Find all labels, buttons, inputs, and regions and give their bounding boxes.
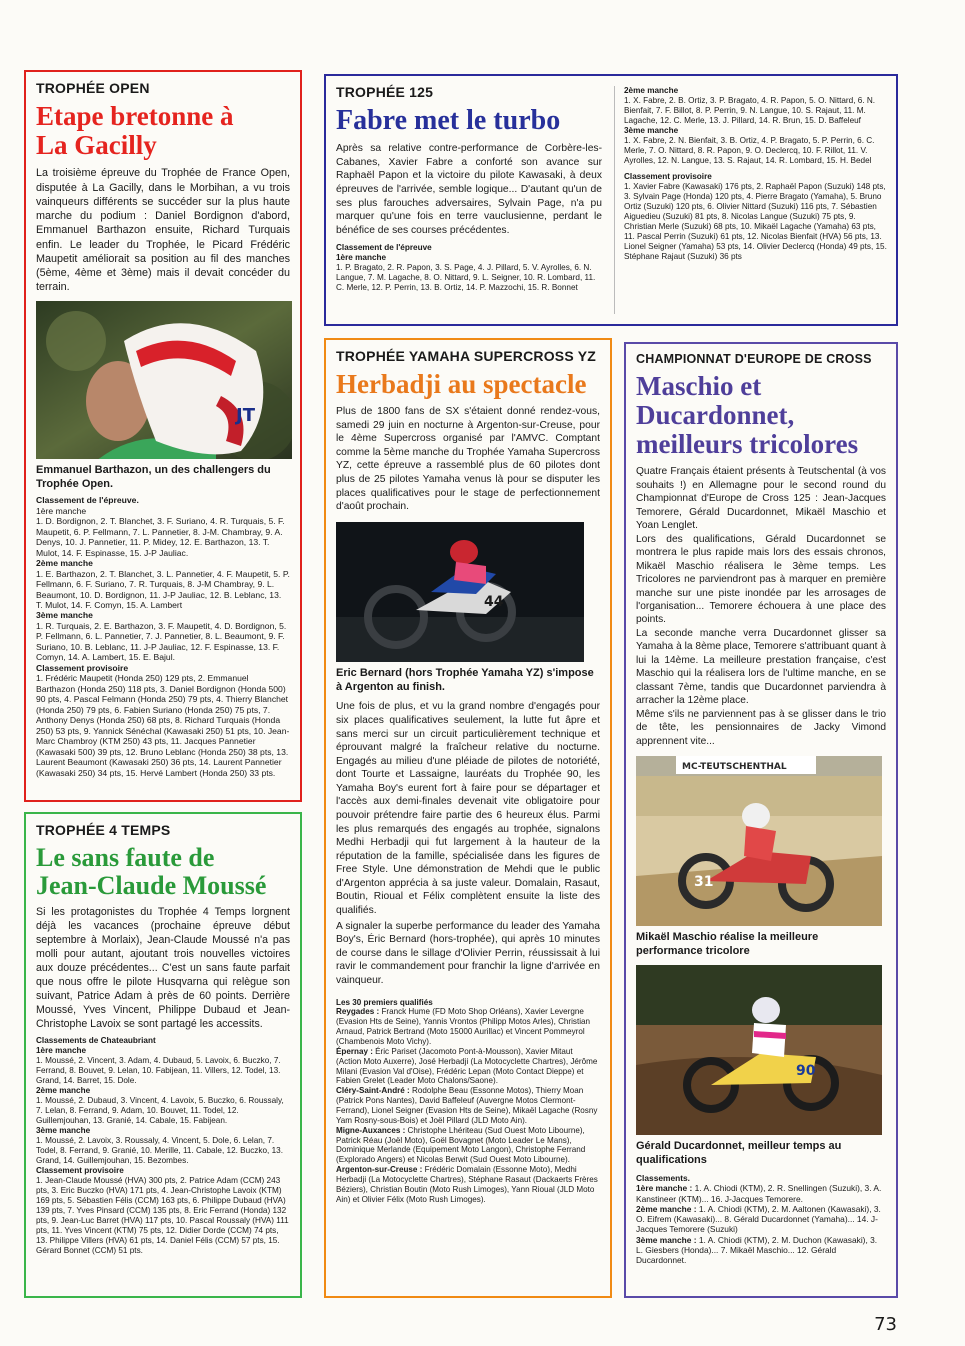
venue-label: Épernay : <box>336 1046 373 1056</box>
kicker: TROPHÉE 125 <box>336 84 434 100</box>
qualified-reygades <box>336 1007 600 1046</box>
m2-results: 1. Moussé, 2. Dubaud, 3. Vincent, 4. Lavoix, 5. Buczko, 6. Roussaly, 7. Lelan, 8. Ferrand, 9. Adam, 10. Bouvet, 11. Todel, 12. Guillemjouhan, 13. Granié, 14. Cabale, 15. Fabijean. <box>36 1095 284 1125</box>
lead-paragraph-3: La seconde manche verra Ducardonnet glisser sa Yamaha à la 8ème place, Temorere s'attribuant quant à lui la 14ème. La meilleure prestation française, c'est Maschio qui la réalisera lors de l'ultime manche, en se classant 7ème, tandis que Ducardonnet parviendra à arracher la 12ème place. <box>636 627 886 707</box>
m2-label: 2ème manche : <box>636 1203 697 1214</box>
results <box>636 1173 886 1265</box>
m1-label: 1ère manche <box>336 253 387 263</box>
t125-divider <box>614 86 615 314</box>
m3-label: 3ème manche <box>36 1125 91 1135</box>
rider-photo <box>36 301 292 459</box>
m3-label: 3ème manche : <box>636 1234 697 1245</box>
body-paragraph-1: Une fois de plus, et vu la grand nombre d'engagés pour six places qualificatives seulement, la lutte fut âpre et sans merci sur un circuit particulièrement technique et éprouvant malgré la fraîcheur relative du nocturne. Engagés au milieu d'une pléiade de pilotes de notoriété, dont Tourte et Lassaigne, lauréats du Trophée 90, les Yamaha Boy's eurent fort à faire pour se départager et l'accès aux demi-finales devenait vite obligatoire pour pouvoir prétendre faire partie des 6 heureux élus. Parmi les plus remarqués des engagés au trophée, signalons Medhi Herbadji qui fut largement à la hauteur de la réputation de la famille, spécialisée dans les figures de Free Style. Une démonstration de Mehdi que le public d'Argenton apprécia à sa juste valeur. Domalain, Rasaut, Boutin, Rioual et Félix complètent ensuite la liste des qualifiés. <box>336 701 600 917</box>
qualified-migne <box>336 1126 600 1165</box>
lead-paragraph-1: Quatre Français étaient présents à Teutschental (à vos souhaits !) en Allemagne pour le second round du Championnat d'Europe de Cross 125 : Jean-Jacques Temorere, Gérald Ducardonnet, Mikaël Maschio et Yoan Lenglet. <box>636 466 886 532</box>
provisional-results: 1. Frédéric Maupetit (Honda 250) 129 pts, 2. Emmanuel Barthazon (Honda 250) 118 pts, 3. Daniel Bordignon (Honda 500) 90 pts, 4. Pascal Felmann (Honda 250) 79 pts, 4. Thierry Blanchet (Honda 250) 79 pts, 6. Fabien Suriano (Honda 250) 75 pts, 7. Anthony Denys (Honda 250) 68 pts, 8. Richard Turquais (Honda 250) 53 pts, 9. Yannick Sénéchal (Kawasaki 250) 51 pts, 10. Jean-Marc Chambroy (KTM 250) 43 pts, 11. Jacques Pannetier (Kawasaki 500) 39 pts, 12. Bruno Leblanc (Honda 250) 38 pts, 13. Laurent Beaumont (Kawasaki 250) 36 pts, 14. Laurent Pannetier (Kawasaki 250) 34 pts, 15. Hervé Lambert (Honda 250) 33 pts. <box>36 673 290 778</box>
m3-label: 3ème manche <box>624 126 679 135</box>
headline <box>36 102 290 160</box>
venue-results: Franck Hume (FD Moto Shop Orléans), Xavier Levergne (Evasion Hts de Seine), Yannis Vrontos (Philipp Motos Arles), Christian Arnaud, Patrick Bertrand (Moto 15000 Aurillac) et Vincent Pommeyrol (Chambenois Moto Vichy). <box>336 1007 591 1046</box>
venue-label: Migne-Auxances : <box>336 1125 406 1135</box>
m1-results: 1. P. Bragato, 2. R. Papon, 3. S. Page, 4. J. Pillard, 5. V. Ayrolles, 6. N. Langue, 7. M. Lagache, 8. O. Nittard, 9. L. Seigner, 10. R. Lombard, 11. C. Merle, 12. P. Perrin, 13. B. Ortiz, 14. P. Mazzochi, 15. R. Bonnet <box>336 263 596 293</box>
venue-results: Rodolphe Beau (Essonne Motos), Thierry Moan (Patrick Pons Nantes), David Baffeleuf (Auvergne Motos Clermont-Ferrand), Lionel Seigner (Evasion Hts de Seine), Mikaël Lagache (Rosny Yam Rosny-sous-Bois) et Joël Pillard (JLD Moto Ain). <box>336 1086 598 1125</box>
m1-results: 1. D. Bordignon, 2. T. Blanchet, 3. F. Suriano, 4. R. Turquais, 5. F. Maupetit, 6. P. Fellmann, 7. L. Pannetier, 8. J-M. Chambray, 9. A. Denys, 10. J. Pannetier, 11. P. Midey, 12. E. Barthazon, 13. T. Mulot, 14. F. Espinasse, 15. J-P Jauliac. <box>36 516 285 558</box>
venue-label: Argenton-sur-Creuse : <box>336 1165 423 1175</box>
article-championnat-europe <box>624 342 898 1298</box>
kicker: TROPHÉE YAMAHA SUPERCROSS YZ <box>336 348 596 364</box>
headline-line-2: Jean-Claude Moussé <box>36 871 267 901</box>
t125-left-column <box>336 84 602 293</box>
results-title: Classement de l'épreuve. <box>36 495 139 506</box>
venue-label: Cléry-Saint-André : <box>336 1086 410 1096</box>
headline <box>36 844 290 900</box>
headline-line-1: Le sans faute de <box>36 843 215 872</box>
venue-label: Reygades : <box>336 1007 380 1017</box>
results-part-2 <box>624 86 888 262</box>
provisional-label: Classement provisoire <box>624 172 712 181</box>
svg-text:JT: JT <box>236 404 255 426</box>
kicker: CHAMPIONNAT D'EUROPE DE CROSS <box>636 352 872 366</box>
article-trophee-4-temps <box>24 812 302 1298</box>
maschio-caption: Mikaël Maschio réalise la meilleure performance tricolore <box>636 930 819 958</box>
m3-results: 1. A. Chiodi (KTM), 2. M. Duchon (Kawasaki), 3. L. Giesbers (Honda)... 7. Mikaël Maschio... 12. Gérald Ducardonnet. <box>636 1234 878 1266</box>
headline: Herbadji au spectacle <box>336 369 587 399</box>
m2-label: 2ème manche <box>624 86 679 95</box>
article-trophee-yamaha-yz <box>324 338 612 1298</box>
m1-label: 1ère manche : <box>636 1183 693 1194</box>
lead-paragraph: Si les protagonistes du Trophée 4 Temps lorgnent déjà les vacances (prochaine épreuve début septembre à Morlaix), Jean-Claude Moussé n'a pas molli pour autant, ajoutant trois nouvelles victoires aux douze précédentes... C'est un sans faute parfait que nous offre le pilote Husqvarna qui relègue son suivant, Patrice Adam à près de 60 points. Derrière Moussé, Yves Vincent, Philippe Dubaud et Jean-Christophe Lavoix se sont partagé les accessits. <box>36 906 290 1030</box>
m1-results: 1. Moussé, 2. Vincent, 3. Adam, 4. Dubaud, 5. Lavoix, 6. Buczko, 7. Ferrand, 8. Bouvet, 9. Lelan, 10. Fabijean, 11. Villers, 12. Todel, 13. Grand, 14. Barret, 15. Dole. <box>36 1055 281 1085</box>
results-part-1 <box>336 243 602 293</box>
qualified-list <box>336 998 600 1205</box>
provisional-label: Classement provisoire <box>36 662 129 673</box>
m2-results: 1. E. Barthazon, 2. T. Blanchet, 3. L. Pannetier, 4. F. Maupetit, 5. P. Fellmann, 6. F. Suriano, 7. R. Turquais, 8. J-M Chambray, 9. L. Beaumont, 10. D. Bordignon, 11. J-P Jauliac, 12. B. Leblanc, 13. T. Mulot, 14. F. Comyn, 15. A. Lambert <box>36 568 290 610</box>
lead-paragraph: Après sa relative contre-performance de Corbère-les-Cabanes, Xavier Fabre a conforté son avance sur Raphaël Papon et la victoire du pilote Kawasaki, à deux épreuves de l'arrivée, semble logique... D'autant qu'un de ses plus farouches adversaires, Sylvain Page, n'a pu marquer qu'une fois en terre vauclusienne, perdant le bénéfice de ses courses précédentes. <box>336 143 602 236</box>
qualified-argenton <box>336 1165 600 1204</box>
lead-paragraph: Plus de 1800 fans de SX s'étaient donné rendez-vous, samedi 29 juin en nocturne à Argenton-sur-Creuse, pour le 4ème Supercross organisé par l'AMVC. Comptant comme la 5ème manche du Trophée Yamaha Supercross YZ, cette épreuve a rassemblé plus de 60 pilotes dont plus de 25 pilotes Yamaha venus là pour se disputer les places qualificatives pour le stage de perfectionnement d'août prochain. <box>336 406 600 513</box>
results-title: Classements. <box>636 1173 690 1184</box>
venue-results: Frédéric Domalain (Essonne Moto), Medhi Herbadji (La Motocyclette Chartres), Stéphane Rasaut (Dackaerts Frères Béziers), Christian Boutin (Moto Rush Limoges), Yann Rioual (JLD Moto Ain) et Olivier Félix (Moto Rush Limoges). <box>336 1165 598 1204</box>
lead-paragraph-2: Lors des qualifications, Gérald Ducardonnet se montrera le plus rapide mais lors des essais chronos, Mikaël Maschio réalisera le 3ème temps. Les Tricolores ne parviendront pas à marquer en première manche sur une piste inondée par les arrosages de l'organisation... Temorere échouera à une place des points. <box>636 533 886 626</box>
ducardonnet-caption: Gérald Ducardonnet, meilleur temps au qualifications <box>636 1139 842 1166</box>
page-number: 73 <box>874 1314 897 1335</box>
photo-caption: Emmanuel Barthazon, un des challengers du Trophée Open. <box>36 463 271 490</box>
qualified-epernay <box>336 1047 600 1086</box>
kicker: TROPHÉE OPEN <box>36 80 150 96</box>
m3-results: 1. X. Fabre, 2. N. Bienfait, 3. B. Ortiz, 4. P. Bragato, 5. P. Perrin, 6. C. Merle, 7. O. Nittard, 8. R. Papon, 9. O. Declercq, 10. F. Rillot, 11. V. Ayrolles, 12. N. Langue, 13. S. Rajaut, 14. R. Lombard, 15. H. Bedel <box>624 136 875 165</box>
banner-text: MC-TEUTSCHENTHAL <box>682 761 787 772</box>
headline: Fabre met le turbo <box>336 105 561 136</box>
qualified-title: Les 30 premiers qualifiés <box>336 997 433 1007</box>
provisional-results: 1. Jean-Claude Moussé (HVA) 300 pts, 2. Patrice Adam (CCM) 243 pts, 3. Eric Buczko (HVA) 171 pts, 4. Jean-Christophe Lavoix (KTM) 169 pts, 5. Sébastien Félis (CCM) 163 pts, 6. Philippe Dubaud (HVA) 139 pts, 7. Yves Pinsard (CCM) 135 pts, 8. Eric Ferrand (Honda) 132 pts, 9. Jean-Luc Barret (HVA) 117 pts, 10. Pascal Roussaly (HVA) 111 pts, 11. Yves Vincent (KTM) 75 pts, 12. Didier Dorde (CCM) 74 pts, 13. Philippe Villers (HVA) 61 pts, 14. Daniel Félis (CCM) 57 pts, 15. Gérard Bonnet (CCM) 51 pts. <box>36 1175 289 1255</box>
m2-row <box>636 1204 886 1235</box>
m3-label: 3ème manche <box>36 610 93 621</box>
svg-text:90: 90 <box>796 1062 816 1079</box>
m2-results: 1. X. Fabre, 2. B. Ortiz, 3. P. Bragato, 4. R. Papon, 5. O. Nittard, 6. N. Bienfait, 7. F. Billot, 8. P. Perrin, 9. N. Langue, 10. S. Rajaut, 11. M. Lagache, 12. C. Merle, 13. J. Pillard, 14. R. Brun, 15. D. Baffeleuf <box>624 96 876 125</box>
m1-row <box>636 1183 886 1204</box>
supercross-photo <box>336 522 584 662</box>
venue-results: Christophe Lhériteau (Sud Ouest Moto Libourne), Patrick Réau (Joël Moto), Goël Bovagnet (Moto Leader Le Mans), Dominique Merlande (Equipement Moto Langon), Christophe Ferrand (Explorado Angers) et Nicolas Berwit (Sud Ouest Moto Libourne). <box>336 1125 586 1165</box>
headline-line-2: La Gacilly <box>36 130 157 161</box>
m1-label: 1ère manche <box>36 505 87 516</box>
headline <box>636 372 886 459</box>
m3-results: 1. Moussé, 2. Lavoix, 3. Roussaly, 4. Vincent, 5. Dole, 6. Lelan, 7. Todel, 8. Ferrand, 9. Granié, 10. Merille, 11. Cabale, 12. Buczko, 13. Grand, 14. Guillemjouhan, 15. Bezombes. <box>36 1135 283 1165</box>
m1-label: 1ère manche <box>36 1045 87 1055</box>
lead-paragraph-4: Même s'ils ne parviennent pas à se glisser dans le trio de tête, les pensionnaires de Jacky Vimond apprennent vite... <box>636 708 886 747</box>
qualified-clery <box>336 1086 600 1125</box>
photo-caption: Eric Bernard (hors Trophée Yamaha YZ) s'impose à Argenton au finish. <box>336 666 594 694</box>
m3-results: 1. R. Turquais, 2. E. Barthazon, 3. F. Maupetit, 4. D. Bordignon, 5. P. Fellmann, 6. L. Pannetier, 7. J. Pannetier, 8. L. Beaumont, 9. F. Suriano, 10. B. Leblanc, 11. J-P Jauliac, 12. F. Espinasse, 13. F. Comyn, 14. A. Lambert, 15. E. Bajul. <box>36 620 287 663</box>
m2-results: 1. A. Chiodi (KTM), 2. M. Aaltonen (Kawasaki), 3. O. Eifrem (Kawasaki)... 8. Gérald Ducardonnet (Yamaha)... 14. J-Jacques Temorere (Suzuki) <box>636 1203 881 1235</box>
provisional-label: Classement provisoire <box>36 1165 124 1175</box>
venue-results: Éric Pariset (Jacomoto Pont-à-Mousson), Xavier Mitaut (Action Moto Auxerre), José Herbadji (La Motocyclette Chartres), Jérôme Milani (Evasion Val d'Oise), Frédéric Lepan (Moto Contact Dieppe) et Fabien Grelet (Leader Moto Chalons/Saone). <box>336 1046 598 1086</box>
headline-line-1: Etape bretonne à <box>36 101 234 131</box>
kicker: TROPHÉE 4 TEMPS <box>36 822 171 838</box>
results <box>36 495 290 778</box>
maschio-photo <box>636 756 882 926</box>
m1-results: 1. A. Chiodi (KTM), 2. R. Snellingen (Suzuki), 3. A. Kanstineer (KTM)... 16. J-Jacques Temorere. <box>636 1183 882 1204</box>
m2-label: 2ème manche <box>36 558 93 569</box>
supercross-jump-image <box>336 522 584 662</box>
ducardonnet-photo <box>636 965 882 1135</box>
headline-line-3: meilleurs tricolores <box>636 429 859 460</box>
results-title: Classements de Chateaubriant <box>36 1035 156 1045</box>
maschio-riding-image <box>636 756 882 926</box>
ducardonnet-riding-image <box>636 965 882 1135</box>
results-title: Classement de l'épreuve <box>336 243 432 253</box>
body-paragraph-2: A signaler la superbe performance du leader des Yamaha Boy's, Éric Bernard (hors-trophée), qui après 10 minutes de course dans le sillage d'Olivier Perrin, réussissait à lui ravir le commandement pour franchir la ligne d'arrivée en vainqueur. <box>336 920 600 986</box>
lead-paragraph: La troisième épreuve du Trophée de France Open, disputée à La Gacilly, dans le Morbihan, a vu trois vainqueurs différents se succéder sur la plus haute marche du podium : Daniel Bordignon d'abord, Emmanuel Barthazon ensuite, Richard Turquais enfin. Le leader du Trophée, le Picard Frédéric Maupetit améliorait sa position au fil des manches (5ème, 4ème et 3ème) mais il devait concéder du terrain. <box>36 167 290 294</box>
rider-helmet-image <box>36 301 292 459</box>
article-trophee-125 <box>324 74 898 326</box>
svg-text:44: 44 <box>484 593 504 610</box>
m2-label: 2ème manche <box>36 1085 91 1095</box>
svg-text:31: 31 <box>694 873 714 890</box>
headline-line-2: Ducardonnet, <box>636 400 795 431</box>
article-trophee-open <box>24 70 302 802</box>
m3-row <box>636 1235 886 1266</box>
provisional-results: 1. Xavier Fabre (Kawasaki) 176 pts, 2. Raphaël Papon (Suzuki) 148 pts, 3. Sylvain Page (Honda) 120 pts, 4. Pierre Bragato (Yamaha), 5. Bruno Ortiz (Suzuki) 120 pts, 6. Olivier Nittard (Suzuki) 116 pts, 7. Sébastien Aiguedieu (Suzuki) 81 pts, 8. Nicolas Langue (Suzuki) 75 pts, 9. Christian Merle (Suzuki) 68 pts, 10. Mikaël Lagache (Yamaha) 63 pts, 11. Pascal Perrin (Suzuki) 61 pts, 12. Nicolas Bienfait (HVA) 56 pts, 13. Lionel Seigner (Yamaha) 53 pts, 14. Olivier Declercq (Honda) 49 pts, 15. Stéphane Rajaut (Suzuki) 36 pts <box>624 182 887 261</box>
headline-line-1: Maschio et <box>636 371 762 401</box>
results <box>36 1036 290 1256</box>
